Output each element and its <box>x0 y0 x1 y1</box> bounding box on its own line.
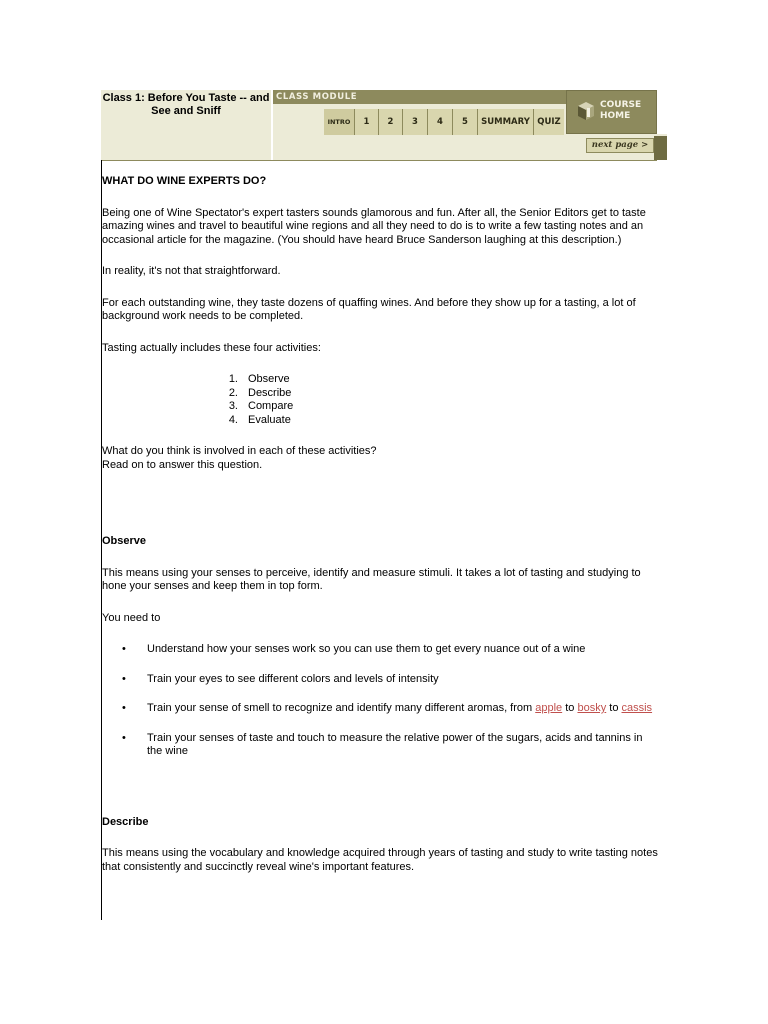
list-item <box>212 400 660 414</box>
link-apple[interactable]: apple <box>535 702 563 714</box>
course-home-label <box>600 100 641 122</box>
course-home-icon <box>576 100 596 122</box>
list-item <box>212 373 660 387</box>
paragraph-question <box>102 445 660 472</box>
list-item <box>212 387 660 401</box>
activity-compare: Compare <box>248 400 294 412</box>
paragraph-quaffing: For each outstanding wine, they taste dozens of quaffing wines. And before they show up for a tasting, a lot of background work needs to be completed. <box>102 296 636 322</box>
bullet-text-part: to <box>606 702 622 714</box>
course-home-button[interactable] <box>566 90 657 134</box>
course-home-line1: COURSE <box>600 100 642 110</box>
bullet: • <box>122 672 126 685</box>
bullet-text: Train your senses of taste and touch to measure the relative power of the sugars, acids and tannins in the wine <box>147 731 643 757</box>
paragraph-intro: Being one of Wine Spectator's expert tasters sounds glamorous and fun. After all, the Senior Editors get to taste amazing wines and travel to beautiful wine regions and all they need to do is to write a few tasting notes and an occasional article for the magazine. (You should have heard Bruce Sanderson laughing at this description.) <box>102 206 646 246</box>
skills-list <box>102 643 660 759</box>
header-divider <box>101 160 657 161</box>
paragraph-you-need-to: You need to <box>102 611 161 624</box>
list-number: 1. <box>228 373 238 385</box>
paragraph-reality: In reality, it's not that straightforward. <box>102 265 281 277</box>
list-item <box>122 702 660 716</box>
class-module-label: CLASS MODULE <box>273 90 566 104</box>
tab-summary[interactable]: SUMMARY <box>478 109 534 135</box>
tab-1[interactable]: 1 <box>355 109 379 135</box>
read-on-line: Read on to answer this question. <box>102 458 263 471</box>
tab-3[interactable]: 3 <box>403 109 428 135</box>
bullet-text: Train your eyes to see different colors and levels of intensity <box>147 672 439 685</box>
course-home-line2: HOME <box>600 111 631 121</box>
class-title: Class 1: Before You Taste -- and See and Sniff <box>101 90 271 160</box>
heading-observe: Observe <box>102 535 147 547</box>
list-item <box>212 414 660 428</box>
next-page-shadow <box>654 136 667 160</box>
link-cassis[interactable]: cassis <box>621 702 653 714</box>
link-bosky[interactable]: bosky <box>577 702 607 714</box>
paragraph-describe: This means using the vocabulary and knowledge acquired through years of tasting and study to write tasting notes that consistently and succinctly reveal wine's important features. <box>102 847 658 873</box>
tab-2[interactable]: 2 <box>379 109 403 135</box>
activity-observe: Observe <box>248 373 290 385</box>
module-tabs <box>324 109 564 135</box>
tab-quiz[interactable]: QUIZ <box>534 109 564 135</box>
list-item <box>122 643 660 657</box>
list-number: 3. <box>228 400 238 412</box>
bullet: • <box>122 643 126 655</box>
next-page-row <box>566 134 667 160</box>
activities-list <box>102 373 660 427</box>
next-page-button[interactable]: next page > <box>586 138 654 153</box>
bullet-text <box>147 702 660 716</box>
tab-intro[interactable]: INTRO <box>324 109 355 135</box>
lesson-content <box>102 175 660 874</box>
list-number: 4. <box>228 413 238 426</box>
heading-what-do-wine-experts-do: WHAT DO WINE EXPERTS DO? <box>102 175 267 187</box>
paragraph-observe: This means using your senses to perceive, identify and measure stimuli. It takes a lot of tasting and studying to hone your senses and keep them in top form. <box>102 566 641 592</box>
bullet-text-part: to <box>562 702 578 714</box>
bullet-text-part: Train your sense of smell to recognize and identify many different aromas, from <box>147 702 536 714</box>
bullet: • <box>122 731 126 744</box>
activity-describe: Describe <box>248 386 292 399</box>
question-line: What do you think is involved in each of these activities? <box>102 445 377 457</box>
course-header <box>101 90 667 160</box>
tab-5[interactable]: 5 <box>453 109 478 135</box>
activity-evaluate: Evaluate <box>248 413 291 426</box>
list-item <box>122 732 660 759</box>
list-item <box>122 673 660 687</box>
bullet-text: Understand how your senses work so you can use them to get every nuance out of a wine <box>147 643 586 655</box>
list-number: 2. <box>228 386 238 399</box>
heading-describe: Describe <box>102 815 149 828</box>
bullet: • <box>122 702 126 714</box>
tab-4[interactable]: 4 <box>428 109 453 135</box>
module-nav-strip <box>273 104 566 160</box>
paragraph-activities-intro: Tasting actually includes these four activities: <box>102 341 321 354</box>
